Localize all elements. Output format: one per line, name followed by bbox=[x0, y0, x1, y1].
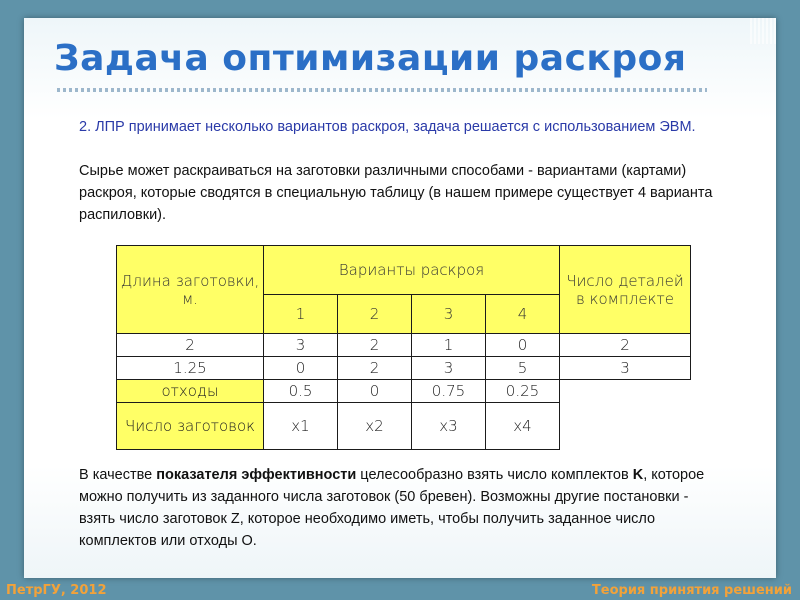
title-divider bbox=[57, 88, 707, 92]
variant-number-3: 3 bbox=[412, 295, 486, 334]
header-length: Длина заготовки, м. bbox=[117, 246, 264, 334]
header-details: Число деталей в комплекте bbox=[560, 246, 691, 334]
paragraph-2: Сырье может раскраиваться на заготовки различными способами - вариантами (картами) раскроя, которые сводятся в специальную таблицу (в нашем примере существует 4 варианта распиловки). bbox=[79, 163, 713, 223]
count-row bbox=[117, 403, 691, 450]
k-variable: K bbox=[632, 467, 644, 483]
cell-details: 3 bbox=[560, 357, 691, 380]
cell-value: 2 bbox=[338, 357, 412, 380]
waste-value: 0.75 bbox=[412, 380, 486, 403]
waste-row bbox=[117, 380, 691, 403]
paragraph-3-middle: целесообразно взять число комплектов bbox=[356, 467, 633, 483]
slide-title: Задача оптимизации раскроя bbox=[54, 38, 687, 79]
cell-details: 2 bbox=[560, 334, 691, 357]
cell-value: 0 bbox=[264, 357, 338, 380]
row-label: 2 bbox=[117, 334, 264, 357]
footer-left: ПетрГУ, 2012 bbox=[6, 583, 107, 598]
cutting-variants-table bbox=[116, 245, 691, 450]
empty-cell bbox=[560, 403, 691, 450]
corner-decoration bbox=[750, 18, 776, 44]
waste-value: 0 bbox=[338, 380, 412, 403]
header-variants: Варианты раскроя bbox=[264, 246, 560, 295]
count-value: x1 bbox=[264, 403, 338, 450]
empty-cell bbox=[560, 380, 691, 403]
paragraph-3-after: , которое можно получить из заданного числа заготовок (50 бревен). Возможны другие постановки - взять число заготовок Z, которое необходимо иметь, чтобы получить заданное число комплектов или отходы O. bbox=[79, 467, 705, 549]
cell-value: 5 bbox=[486, 357, 560, 380]
count-label: Число заготовок bbox=[117, 403, 264, 450]
footer-right: Теория принятия решений bbox=[591, 583, 792, 598]
cell-value: 3 bbox=[264, 334, 338, 357]
count-value: x2 bbox=[338, 403, 412, 450]
paragraph-1: 2. ЛПР принимает несколько вариантов раскроя, задача решается с использованием ЭВМ. bbox=[79, 119, 696, 135]
variant-number-4: 4 bbox=[486, 295, 560, 334]
paragraph-3 bbox=[79, 464, 719, 552]
count-value: x3 bbox=[412, 403, 486, 450]
row-label: 1.25 bbox=[117, 357, 264, 380]
cell-value: 0 bbox=[486, 334, 560, 357]
slide bbox=[24, 18, 776, 578]
table-row bbox=[117, 357, 691, 380]
waste-value: 0.25 bbox=[486, 380, 560, 403]
waste-label: отходы bbox=[117, 380, 264, 403]
waste-value: 0.5 bbox=[264, 380, 338, 403]
cell-value: 2 bbox=[338, 334, 412, 357]
paragraph-3-before: В качестве bbox=[79, 467, 157, 483]
variant-number-2: 2 bbox=[338, 295, 412, 334]
count-value: x4 bbox=[486, 403, 560, 450]
variant-number-1: 1 bbox=[264, 295, 338, 334]
table-row bbox=[117, 334, 691, 357]
cell-value: 3 bbox=[412, 357, 486, 380]
efficiency-indicator: показателя эффективности bbox=[156, 467, 357, 483]
cell-value: 1 bbox=[412, 334, 486, 357]
